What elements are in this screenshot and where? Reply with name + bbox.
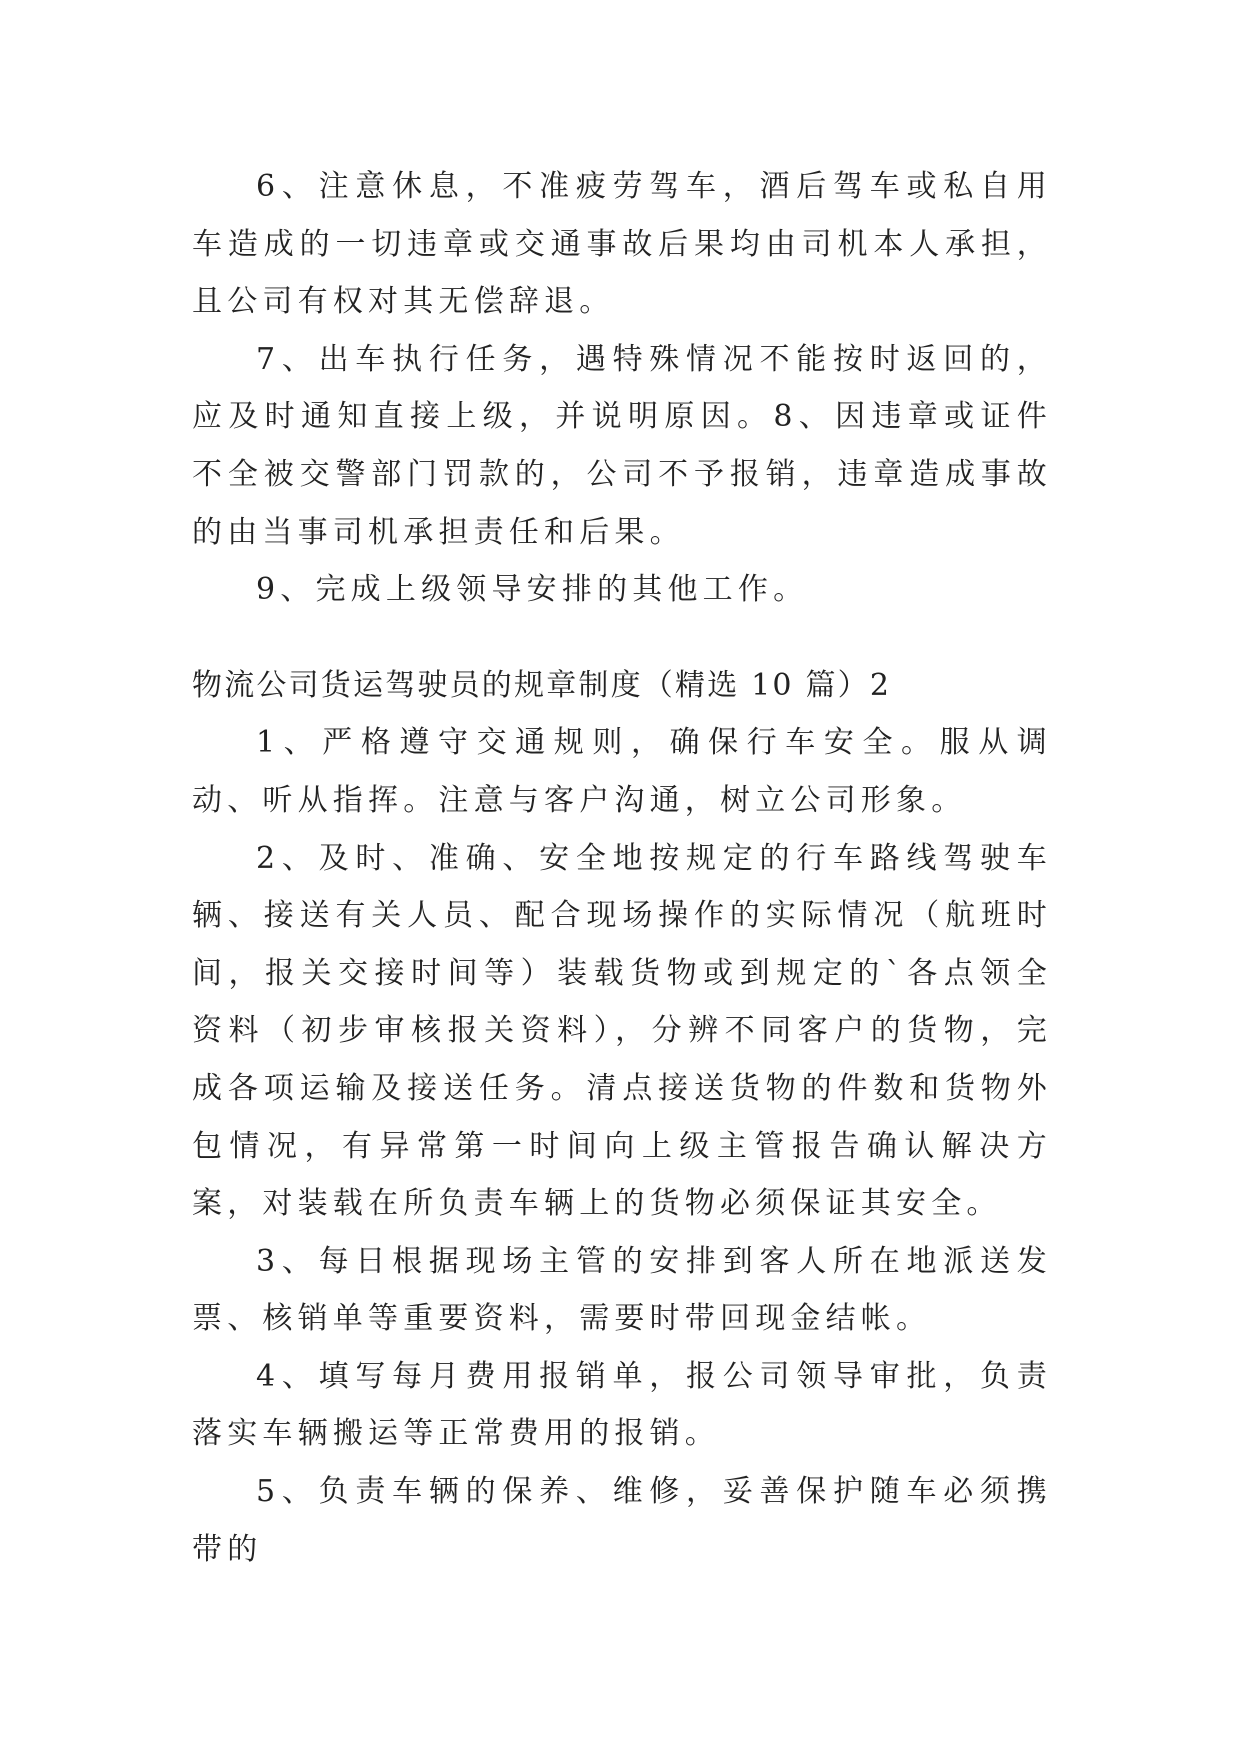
section-heading: 物流公司货运驾驶员的规章制度（精选 10 篇）2: [192, 667, 892, 703]
paragraph-rule-2: 2、及时、准确、安全地按规定的行车路线驾驶车辆、接送有关人员、配合现场操作的实际情况（航班时间，报关交接时间等）装载货物或到规定的`各点领全资料（初步审核报关资料），分辨不同客户的货物，完成各项运输及接送任务。清点接送货物的件数和货物外包情况，有异常第一时间向上级主管报告确认解决方案，对装载在所负责车辆上的货物必须保证其安全。: [192, 840, 1052, 1222]
paragraph-rule-1: 1、严格遵守交通规则，确保行车安全。服从调动、听从指挥。注意与客户沟通，树立公司形象。: [192, 725, 1052, 818]
paragraph-rule-6: 6、注意休息，不准疲劳驾车，酒后驾车或私自用车造成的一切违章或交通事故后果均由司机本人承担，且公司有权对其无偿辞退。: [192, 169, 1052, 320]
paragraph-rule-5: 5、负责车辆的保养、维修，妥善保护随车必须携带的: [192, 1474, 1052, 1567]
paragraph-rule-3: 3、每日根据现场主管的安排到客人所在地派送发票、核销单等重要资料，需要时带回现金结帐。: [192, 1243, 1052, 1337]
document-body: [192, 158, 1052, 1578]
paragraph-rule-4: 4、填写每月费用报销单，报公司领导审批，负责落实车辆搬运等正常费用的报销。: [192, 1358, 1052, 1452]
paragraph-rule-7-8: 7、出车执行任务，遇特殊情况不能按时返回的，应及时通知直接上级，并说明原因。8、因违章或证件不全被交警部门罚款的，公司不予报销，违章造成事故的由当事司机承担责任和后果。: [192, 341, 1052, 550]
paragraph-rule-9: 9、完成上级领导安排的其他工作。: [256, 572, 809, 608]
section-gap: [192, 619, 1052, 657]
